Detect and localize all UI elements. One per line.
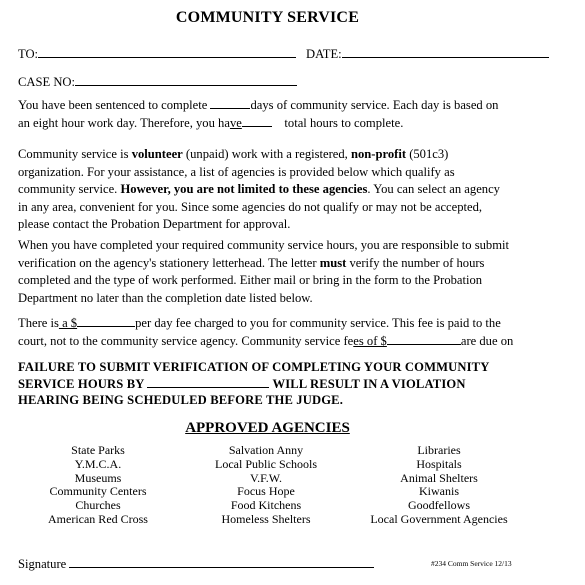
deadline-date-field[interactable] xyxy=(147,376,269,388)
failure-text: WILL RESULT IN A VIOLATION xyxy=(272,376,466,391)
failure-text: SERVICE HOURS BY xyxy=(18,376,145,391)
p2-text: (unpaid) work with a registered, xyxy=(182,147,351,161)
p1-text: days of community service. Each day is based on xyxy=(250,98,499,112)
agency-item: Focus Hope xyxy=(237,484,295,499)
agency-item: Salvation Anny xyxy=(228,443,304,457)
case-number-field[interactable] xyxy=(75,74,297,86)
days-field[interactable] xyxy=(210,97,250,109)
form-number: #234 Comm Service 12/13 xyxy=(431,559,512,568)
total-fee-field[interactable] xyxy=(387,333,461,345)
p1-text: an eight hour work day. Therefore, you ha xyxy=(18,115,230,130)
p3-text: Department no later than the completion date listed below. xyxy=(18,290,313,305)
case-label: CASE NO: xyxy=(18,75,76,89)
p4-text: are due on xyxy=(460,333,514,348)
p4-text: es of $ xyxy=(353,333,387,348)
p2-text: please contact the Probation Department for approval. xyxy=(18,217,291,231)
agency-item: Goodfellows xyxy=(408,498,470,513)
p1-text: ve xyxy=(229,115,242,130)
agency-item: Animal Shelters xyxy=(400,470,478,485)
agency-item: Local Public Schools xyxy=(215,456,317,471)
p1-text: You have been sentenced to complete xyxy=(18,98,208,112)
agency-item: Hospitals xyxy=(416,456,462,471)
agency-item: Churches xyxy=(75,498,121,513)
agency-item: Libraries xyxy=(417,443,461,457)
p2-text: . You can select an agency xyxy=(367,182,500,196)
p2-text-bold: non-profit xyxy=(350,147,407,161)
document-title: COMMUNITY SERVICE xyxy=(175,9,360,26)
p4-text: There is xyxy=(18,316,59,330)
p2-text: (501c3) xyxy=(406,147,449,161)
agency-column-1 xyxy=(28,444,168,527)
signature-line xyxy=(18,556,374,572)
p4-text: court, not to the community service agency. Community service fe xyxy=(18,333,354,348)
agency-item: Homeless Shelters xyxy=(221,511,311,526)
p3-text: verification on the agency's stationery letterhead. The letter xyxy=(18,255,320,270)
p2-text: Community service is xyxy=(18,147,132,161)
agency-item: Y.M.C.A. xyxy=(74,456,122,471)
daily-fee-field[interactable] xyxy=(77,315,135,327)
approved-agencies-heading: APPROVED AGENCIES xyxy=(185,420,350,436)
p2-text: community service. xyxy=(18,182,121,196)
p4-text: a $ xyxy=(58,316,78,330)
p4-text: per day fee charged to you for community service. This fee is paid to the xyxy=(135,316,501,330)
to-label: TO: xyxy=(18,47,39,61)
agency-item: Kiwanis xyxy=(419,484,459,499)
p2-text-bold: volunteer xyxy=(131,147,183,161)
p3-text: verify the number of hours xyxy=(346,255,485,270)
p1-text: total hours to complete. xyxy=(284,115,404,130)
failure-notice xyxy=(18,359,489,409)
failure-text: FAILURE TO SUBMIT VERIFICATION OF COMPLETING YOUR COMMUNITY xyxy=(18,360,490,374)
p2-text: organization. For your assistance, a list of agencies is provided below which qualify as xyxy=(18,164,455,179)
p3-text: When you have completed your required community service hours, you are responsible to submit xyxy=(18,238,510,252)
agency-item: Food Kitchens xyxy=(230,498,302,513)
agency-item: American Red Cross xyxy=(48,511,148,526)
signature-label: Signature xyxy=(18,557,67,571)
agency-column-3 xyxy=(364,444,514,527)
case-line xyxy=(18,74,297,90)
agency-column-2 xyxy=(196,444,336,527)
to-field[interactable] xyxy=(38,46,296,58)
p3-text: completed and the type of work performed. Either mail or bring in the form to the Probation xyxy=(18,273,483,287)
failure-text: HEARING BEING SCHEDULED BEFORE THE JUDGE. xyxy=(18,393,344,407)
signature-field[interactable] xyxy=(69,556,374,568)
agency-item: Museums xyxy=(74,470,122,485)
p2-text: in any area, convenient for you. Since some agencies do not qualify or may not be accepted, xyxy=(18,199,483,214)
agency-item: Community Centers xyxy=(49,484,147,499)
agency-item: State Parks xyxy=(71,443,125,457)
verification-paragraph xyxy=(18,237,509,307)
volunteer-paragraph xyxy=(18,146,500,234)
to-line xyxy=(18,46,296,62)
hours-field[interactable] xyxy=(242,115,272,127)
date-field[interactable] xyxy=(342,46,549,58)
p3-text-bold: must xyxy=(319,255,347,270)
fee-paragraph xyxy=(18,315,513,350)
p2-text-bold: However, you are not limited to these agencies xyxy=(120,182,368,196)
agency-item: V.F.W. xyxy=(249,470,283,485)
date-line xyxy=(306,46,549,62)
agency-item: Local Government Agencies xyxy=(370,511,508,526)
sentence-paragraph xyxy=(18,97,498,132)
date-label: DATE: xyxy=(306,47,342,61)
